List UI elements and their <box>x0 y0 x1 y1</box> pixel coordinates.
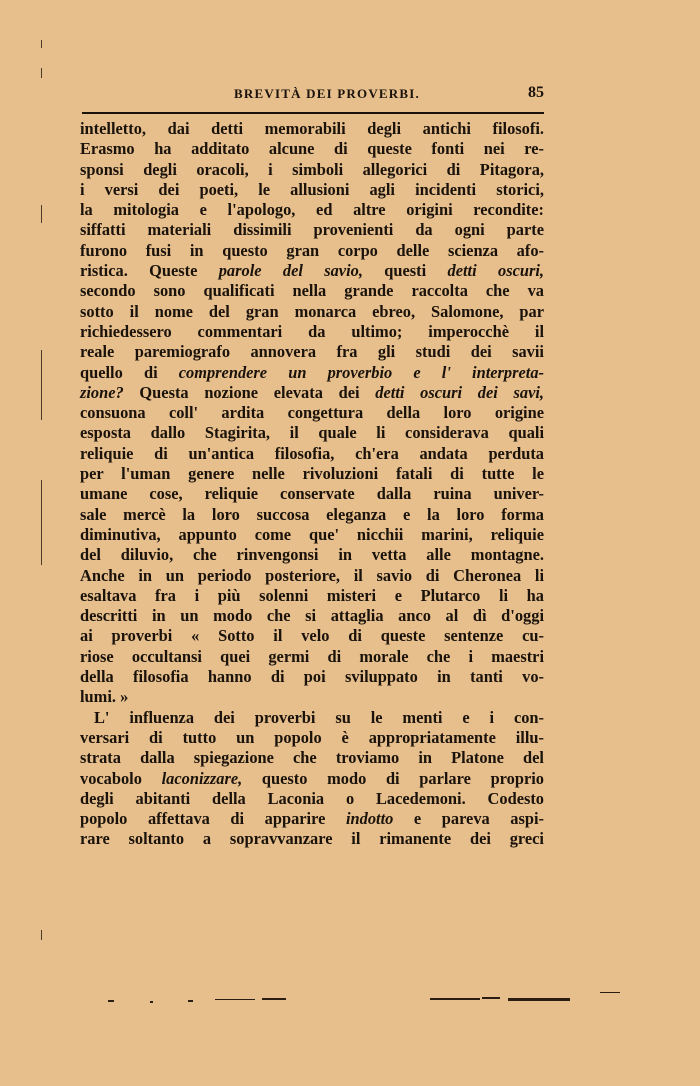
text-line <box>80 667 544 687</box>
text-segment: esposta dallo Stagirita, il quale li considerava quali <box>80 423 544 443</box>
text-line <box>80 261 544 281</box>
text-segment: secondo sono qualificati nella grande raccolta che va <box>80 281 544 301</box>
text-segment: Questa nozione elevata dei <box>123 382 376 402</box>
text-segment: questi <box>362 261 448 281</box>
text-line <box>80 363 544 383</box>
text-line <box>80 464 544 484</box>
text-line <box>80 769 544 789</box>
text-line <box>80 748 544 768</box>
text-line <box>80 160 544 180</box>
text-segment: descritti in un modo che si attaglia anco al dì d'oggi <box>80 606 544 626</box>
text-segment: e pareva aspi- <box>393 809 544 829</box>
text-segment: sponsi degli oracoli, i simboli allegorici di Pitagora, <box>80 159 544 179</box>
text-line <box>80 708 544 728</box>
text-segment: lumi. » <box>80 687 129 707</box>
text-segment: reale paremiografo annovera fra gli studi dei savii <box>80 342 544 362</box>
margin-mark <box>41 205 42 223</box>
margin-mark <box>41 40 42 48</box>
text-line <box>80 728 544 748</box>
text-segment: la mitologia e l'apologo, ed altre origini recondite: <box>80 200 544 220</box>
text-line <box>80 789 544 809</box>
text-line <box>80 281 544 301</box>
text-line <box>80 606 544 626</box>
scan-speck <box>430 998 480 1000</box>
margin-mark <box>41 350 42 420</box>
text-segment: della filosofia hanno di poi sviluppato in tanti vo- <box>80 667 544 687</box>
margin-mark <box>41 68 42 78</box>
text-segment: questo modo di parlare proprio <box>242 768 544 788</box>
italic-phrase: detti oscuri, <box>447 261 545 281</box>
italic-phrase: zione? <box>80 382 124 402</box>
text-line <box>80 505 544 525</box>
text-segment: rare soltanto a sopravvanzare il rimanente dei greci <box>80 829 544 849</box>
scan-speck <box>150 1001 153 1003</box>
text-segment: vocabolo <box>80 768 162 788</box>
text-segment: popolo affettava di apparire <box>80 809 346 829</box>
text-segment: furono fusi in questo gran corpo delle scienza afo- <box>80 240 544 260</box>
text-line <box>80 545 544 565</box>
text-line <box>80 809 544 829</box>
italic-phrase: indotto <box>345 809 394 829</box>
body-text <box>80 119 544 850</box>
text-segment: riose occultansi quei germi di morale che i maestri <box>80 646 544 666</box>
running-title: BREVITÀ DEI PROVERBI. <box>234 86 420 101</box>
text-segment: quello di <box>80 362 179 382</box>
text-line <box>80 647 544 667</box>
italic-phrase: comprendere un proverbio e l' interpreta- <box>178 362 544 382</box>
scan-speck <box>600 992 620 993</box>
text-line <box>80 383 544 403</box>
text-line <box>80 322 544 342</box>
text-segment: reliquie di un'antica filosofia, ch'era andata perduta <box>80 443 544 463</box>
text-segment: richiedessero commentari da ultimo; imperocchè il <box>80 321 544 341</box>
scan-speck <box>482 997 500 999</box>
italic-phrase: parole del savio, <box>218 261 363 281</box>
text-segment: L' influenza dei proverbi su le menti e i con- <box>94 707 544 727</box>
text-line <box>80 139 544 159</box>
scan-speck <box>262 998 286 1000</box>
scan-speck <box>188 1000 193 1002</box>
italic-phrase: detti oscuri dei savi, <box>375 382 544 402</box>
text-line <box>80 423 544 443</box>
text-line <box>80 829 544 849</box>
text-segment: esaltava fra i più solenni misteri e Plutarco li ha <box>80 585 544 605</box>
italic-phrase: laconizzare, <box>161 768 243 788</box>
running-header <box>82 86 544 106</box>
text-line <box>80 444 544 464</box>
text-segment: umane cose, reliquie conservate dalla ruina univer- <box>80 484 544 504</box>
text-segment: ai proverbi « Sotto il velo di queste sentenze cu- <box>80 626 544 646</box>
margin-mark <box>41 480 42 565</box>
text-segment: versari di tutto un popolo è appropriatamente illu- <box>80 727 544 747</box>
text-segment: diminutiva, appunto come que' nicchii marini, reliquie <box>80 524 544 544</box>
text-line <box>80 403 544 423</box>
text-segment: Erasmo ha additato alcune di queste fonti nei re- <box>80 139 544 159</box>
text-segment: consuona coll' ardita congettura della loro origine <box>80 403 544 423</box>
margin-mark <box>41 930 42 940</box>
header-rule <box>82 112 544 114</box>
text-line <box>80 302 544 322</box>
text-segment: strata dalla spiegazione che troviamo in Platone del <box>80 748 544 768</box>
text-segment: ristica. Queste <box>80 261 219 281</box>
text-line <box>80 342 544 362</box>
text-line <box>80 484 544 504</box>
text-line <box>80 626 544 646</box>
text-segment: del diluvio, che rinvengonsi in vetta alle montagne. <box>80 545 544 565</box>
text-line <box>80 180 544 200</box>
text-segment: degli abitanti della Laconia o Lacedemoni. Codesto <box>80 788 544 808</box>
text-line <box>80 525 544 545</box>
text-line <box>80 119 544 139</box>
text-line <box>80 200 544 220</box>
text-segment: siffatti materiali dissimili provenienti da ogni parte <box>80 220 544 240</box>
text-line <box>80 687 544 707</box>
text-segment: Anche in un periodo posteriore, il savio di Cheronea li <box>80 565 544 585</box>
text-line <box>80 220 544 240</box>
text-segment: i versi dei poeti, le allusioni agli incidenti storici, <box>80 179 544 199</box>
text-segment: per l'uman genere nelle rivoluzioni fatali di tutte le <box>80 464 544 484</box>
text-line <box>80 566 544 586</box>
scan-speck <box>215 999 255 1000</box>
text-segment: sotto il nome del gran monarca ebreo, Salomone, par <box>80 301 544 321</box>
text-segment: sale mercè la loro succosa eleganza e la loro forma <box>80 504 544 524</box>
page-number: 85 <box>528 84 544 101</box>
text-line <box>80 241 544 261</box>
scan-speck <box>508 998 570 1001</box>
scan-speck <box>108 1000 114 1002</box>
text-line <box>80 586 544 606</box>
text-segment: intelletto, dai detti memorabili degli antichi filosofi. <box>80 119 544 138</box>
